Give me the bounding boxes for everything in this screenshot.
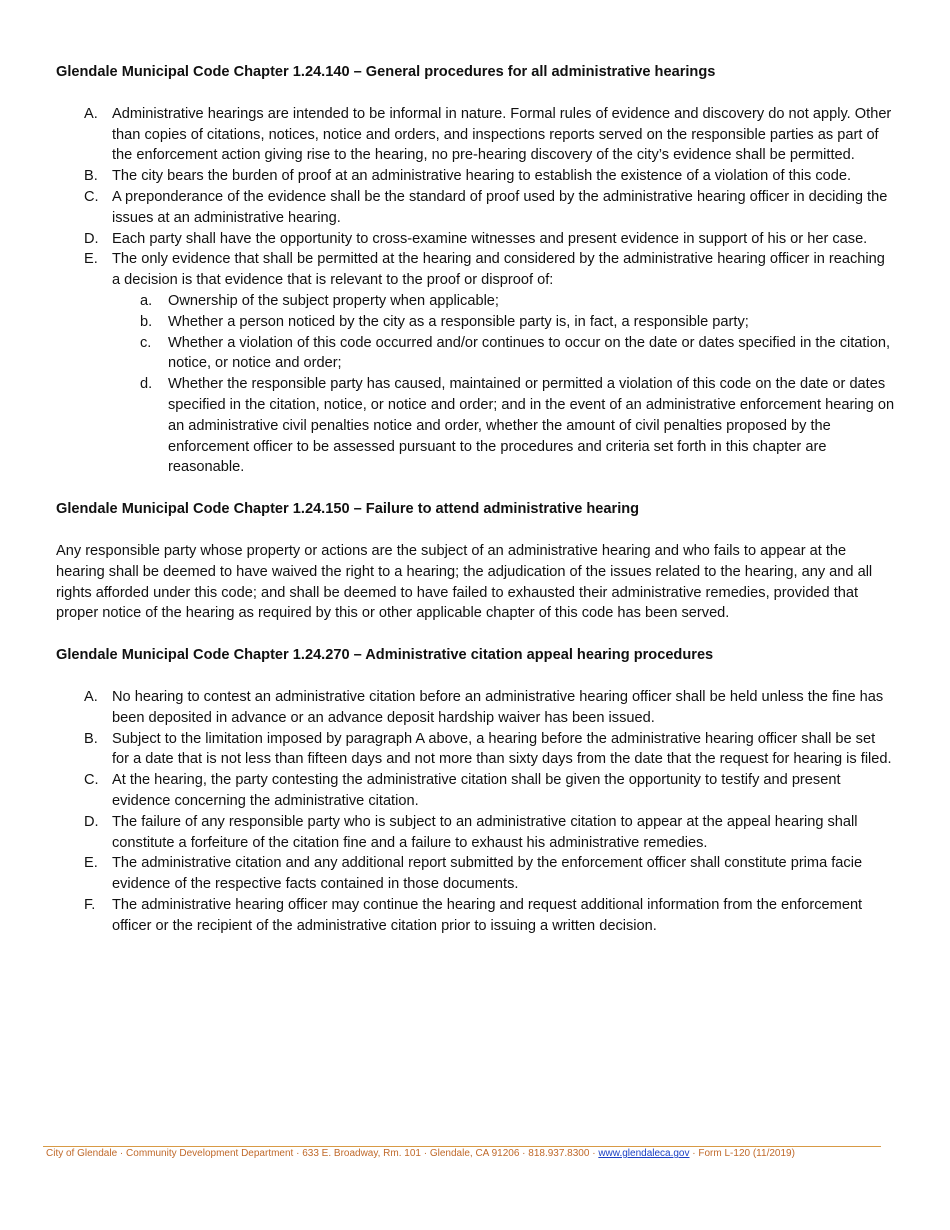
list-item-text: The failure of any responsible party who is subject to an administrative citation to appear at the appeal hearing shall constitute a forfeiture of the citation fine and a failure to exhaust his administrative remedies. <box>112 813 858 851</box>
evidence-sublist <box>112 291 896 478</box>
footer-form-number: · Form L-120 (11/2019) <box>692 1148 795 1159</box>
appeal-procedure-list <box>56 687 896 937</box>
list-item <box>56 166 896 187</box>
list-item <box>56 812 896 854</box>
footer-address: City of Glendale · Community Development Department · 633 E. Broadway, Rm. 101 · Glendale, CA 91206 · 818.937.8300 · <box>46 1148 596 1159</box>
list-item-text: Administrative hearings are intended to be informal in nature. Formal rules of evidence and discovery do not apply. Other than copies of citations, notices, notice and orders, and inspections reports served on the responsible parties as part of the enforcement action giving rise to the hearing, no pre-hearing discovery of the city’s evidence shall be permitted. <box>112 105 892 164</box>
section-heading: Glendale Municipal Code Chapter 1.24.150 – Failure to attend administrative hearing <box>56 501 640 518</box>
sublist-item <box>112 333 896 375</box>
list-marker: D. <box>84 813 99 830</box>
list-marker: A. <box>84 105 98 122</box>
section-1-24-150 <box>56 499 896 624</box>
list-marker: B. <box>84 730 98 747</box>
sublist-item <box>112 291 896 312</box>
section-1-24-270 <box>56 645 896 936</box>
list-item <box>56 895 896 937</box>
list-item <box>56 687 896 729</box>
sublist-item-text: Ownership of the subject property when applicable; <box>168 292 499 309</box>
sublist-item <box>112 312 896 333</box>
list-marker: E. <box>84 251 98 268</box>
list-marker: C. <box>84 772 99 789</box>
section-paragraph: Any responsible party whose property or actions are the subject of an administrative hearing and who fails to appear at the hearing shall be deemed to have waived the right to a hearing; the adjudication of the issues related to the hearing, any and all rights afforded under this code; and shall be deemed to have failed to exhausted their administrative remedies, provided that proper notice of the hearing as required by this or other applicable chapter of this code has been served. <box>56 542 873 622</box>
list-item <box>56 853 896 895</box>
sublist-item-text: Whether a violation of this code occurred and/or continues to occur on the date or dates specified in the citation, notice, or notice and order; <box>168 334 891 372</box>
list-marker: A. <box>84 688 98 705</box>
section-heading: Glendale Municipal Code Chapter 1.24.270 – Administrative citation appeal hearing procedures <box>56 647 714 664</box>
section-heading: Glendale Municipal Code Chapter 1.24.140 – General procedures for all administrative hearings <box>56 64 716 80</box>
list-item-text: Subject to the limitation imposed by paragraph A above, a hearing before the administrative hearing officer shall be set for a date that is not less than fifteen days and not more than sixty days from the date that the request for hearing is filed. <box>112 730 892 768</box>
list-item-text: Each party shall have the opportunity to cross-examine witnesses and present evidence in support of his or her case. <box>112 230 868 247</box>
list-item <box>56 249 896 478</box>
list-item <box>56 104 896 166</box>
list-item <box>56 229 896 250</box>
list-item-text: A preponderance of the evidence shall be the standard of proof used by the administrative hearing officer in deciding the issues at an administrative hearing. <box>112 188 888 226</box>
sublist-marker: b. <box>140 313 153 330</box>
list-item <box>56 187 896 229</box>
sublist-item-text: Whether a person noticed by the city as a responsible party is, in fact, a responsible party; <box>168 313 749 330</box>
sublist-item-text: Whether the responsible party has caused, maintained or permitted a violation of this code on the date or dates specified in the citation, notice, or notice and order; and in the event of an administrative enforcement hearing on an administrative civil penalties notice and order, whether the amount of civil penalties proposed by the enforcement officer to be assessed pursuant to the procedures and criteria set forth in this chapter are reasonable. <box>168 376 895 476</box>
list-item-text: At the hearing, the party contesting the administrative citation shall be given the opportunity to testify and present evidence concerning the administrative citation. <box>112 772 841 809</box>
sublist-marker: a. <box>140 292 153 309</box>
list-marker: D. <box>84 230 99 247</box>
list-item <box>56 729 896 771</box>
footer-website-link[interactable]: www.glendaleca.gov <box>598 1148 690 1159</box>
sublist-marker: d. <box>140 376 153 393</box>
list-marker: E. <box>84 855 98 872</box>
list-item-text: The administrative citation and any additional report submitted by the enforcement officer shall constitute prima facie evidence of the respective facts contained in those documents. <box>112 855 863 893</box>
list-item <box>56 770 896 812</box>
document-page <box>56 62 896 936</box>
list-marker: F. <box>84 896 96 913</box>
section-1-24-140 <box>56 62 896 478</box>
page-footer <box>46 1147 886 1161</box>
sublist-marker: c. <box>140 334 152 351</box>
list-item-text: The administrative hearing officer may continue the hearing and request additional information from the enforcement officer or the recipient of the administrative citation prior to issuing a written decision. <box>112 896 863 934</box>
list-item-text: No hearing to contest an administrative citation before an administrative hearing officer shall be held unless the fine has been deposited in advance or an advance deposit hardship waiver has been issued. <box>112 688 884 726</box>
list-marker: C. <box>84 188 99 205</box>
list-item-text: The city bears the burden of proof at an administrative hearing to establish the existence of a violation of this code. <box>112 168 852 185</box>
sublist-item <box>112 374 896 478</box>
list-item-text: The only evidence that shall be permitted at the hearing and considered by the administrative hearing officer in reaching a decision is that evidence that is relevant to the proof or disproof of: <box>112 251 885 289</box>
list-marker: B. <box>84 168 98 185</box>
procedure-list <box>56 104 896 478</box>
